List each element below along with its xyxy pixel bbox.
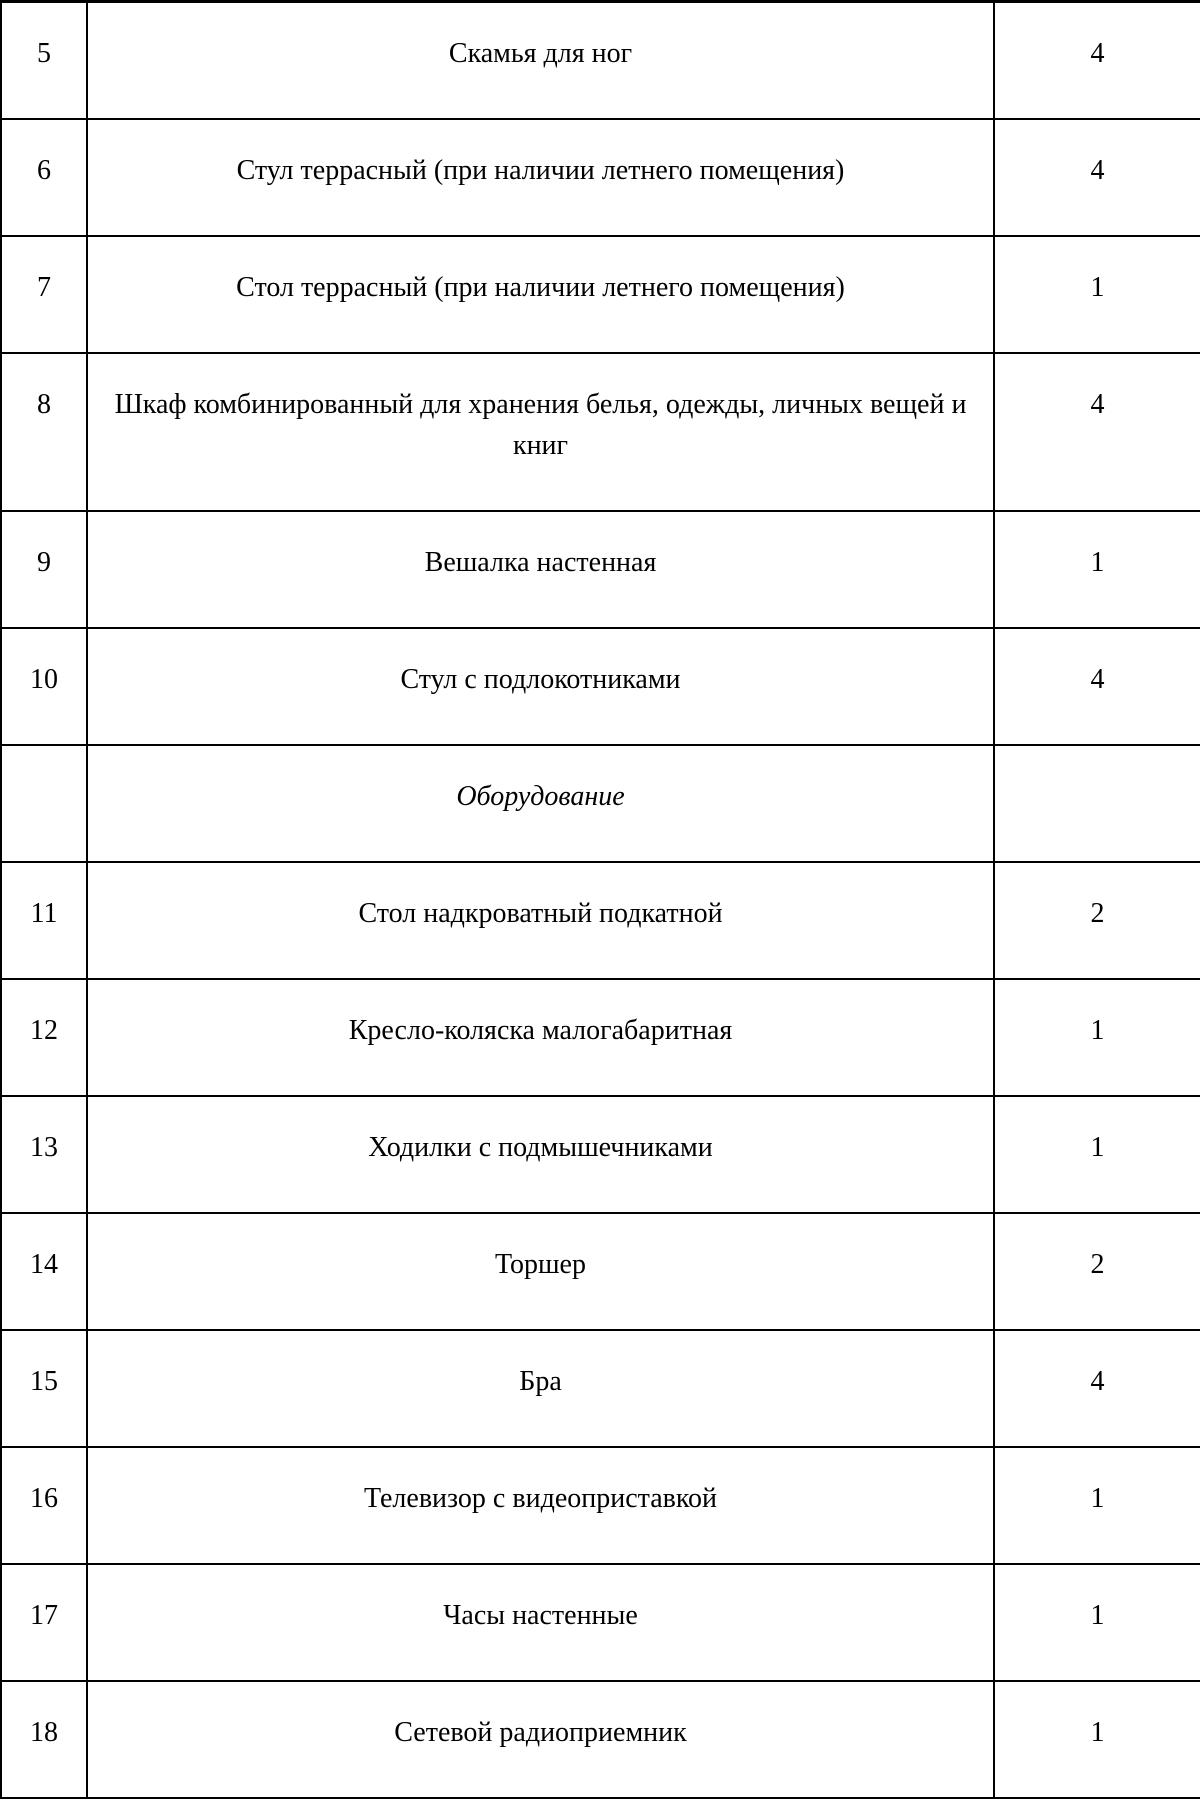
row-number: 7 — [1, 236, 87, 353]
row-number: 11 — [1, 862, 87, 979]
item-name: Стол надкроватный подкатной — [87, 862, 994, 979]
table-row — [1, 1564, 1200, 1681]
row-number: 17 — [1, 1564, 87, 1681]
row-number: 15 — [1, 1330, 87, 1447]
table-row — [1, 628, 1200, 745]
row-number: 18 — [1, 1681, 87, 1798]
section-number — [1, 745, 87, 862]
table-row — [1, 1681, 1200, 1798]
item-name: Стул с подлокотниками — [87, 628, 994, 745]
item-quantity: 1 — [994, 1564, 1200, 1681]
table-row — [1, 1330, 1200, 1447]
section-header-row — [1, 745, 1200, 862]
item-quantity: 2 — [994, 1213, 1200, 1330]
section-title: Оборудование — [87, 745, 994, 862]
section-quantity — [994, 745, 1200, 862]
item-name: Стул террасный (при наличии летнего помещения) — [87, 119, 994, 236]
row-number: 13 — [1, 1096, 87, 1213]
table-row — [1, 1447, 1200, 1564]
item-quantity: 4 — [994, 2, 1200, 119]
item-quantity: 4 — [994, 628, 1200, 745]
item-name: Бра — [87, 1330, 994, 1447]
table-row — [1, 1096, 1200, 1213]
item-name: Стол террасный (при наличии летнего помещения) — [87, 236, 994, 353]
item-name: Часы настенные — [87, 1564, 994, 1681]
table-row — [1, 862, 1200, 979]
row-number: 6 — [1, 119, 87, 236]
item-quantity: 4 — [994, 1330, 1200, 1447]
item-quantity: 1 — [994, 511, 1200, 628]
item-quantity: 4 — [994, 119, 1200, 236]
item-quantity: 1 — [994, 236, 1200, 353]
row-number: 9 — [1, 511, 87, 628]
table-row — [1, 353, 1200, 511]
table-row — [1, 1213, 1200, 1330]
item-name: Ходилки с подмышечниками — [87, 1096, 994, 1213]
item-name: Скамья для ног — [87, 2, 994, 119]
row-number: 16 — [1, 1447, 87, 1564]
item-name: Шкаф комбинированный для хранения белья, одежды, личных вещей и книг — [87, 353, 994, 511]
table-row — [1, 236, 1200, 353]
row-number: 14 — [1, 1213, 87, 1330]
item-name: Вешалка настенная — [87, 511, 994, 628]
item-quantity: 2 — [994, 862, 1200, 979]
row-number: 12 — [1, 979, 87, 1096]
table-row — [1, 2, 1200, 119]
table-row — [1, 511, 1200, 628]
row-number: 8 — [1, 353, 87, 511]
row-number: 5 — [1, 2, 87, 119]
item-quantity: 1 — [994, 1681, 1200, 1798]
item-quantity: 4 — [994, 353, 1200, 511]
table-row — [1, 979, 1200, 1096]
item-quantity: 1 — [994, 1096, 1200, 1213]
row-number: 10 — [1, 628, 87, 745]
table-row — [1, 119, 1200, 236]
item-name: Торшер — [87, 1213, 994, 1330]
item-quantity: 1 — [994, 979, 1200, 1096]
item-name: Сетевой радиоприемник — [87, 1681, 994, 1798]
item-name: Кресло-коляска малогабаритная — [87, 979, 994, 1096]
item-quantity: 1 — [994, 1447, 1200, 1564]
item-name: Телевизор с видеоприставкой — [87, 1447, 994, 1564]
